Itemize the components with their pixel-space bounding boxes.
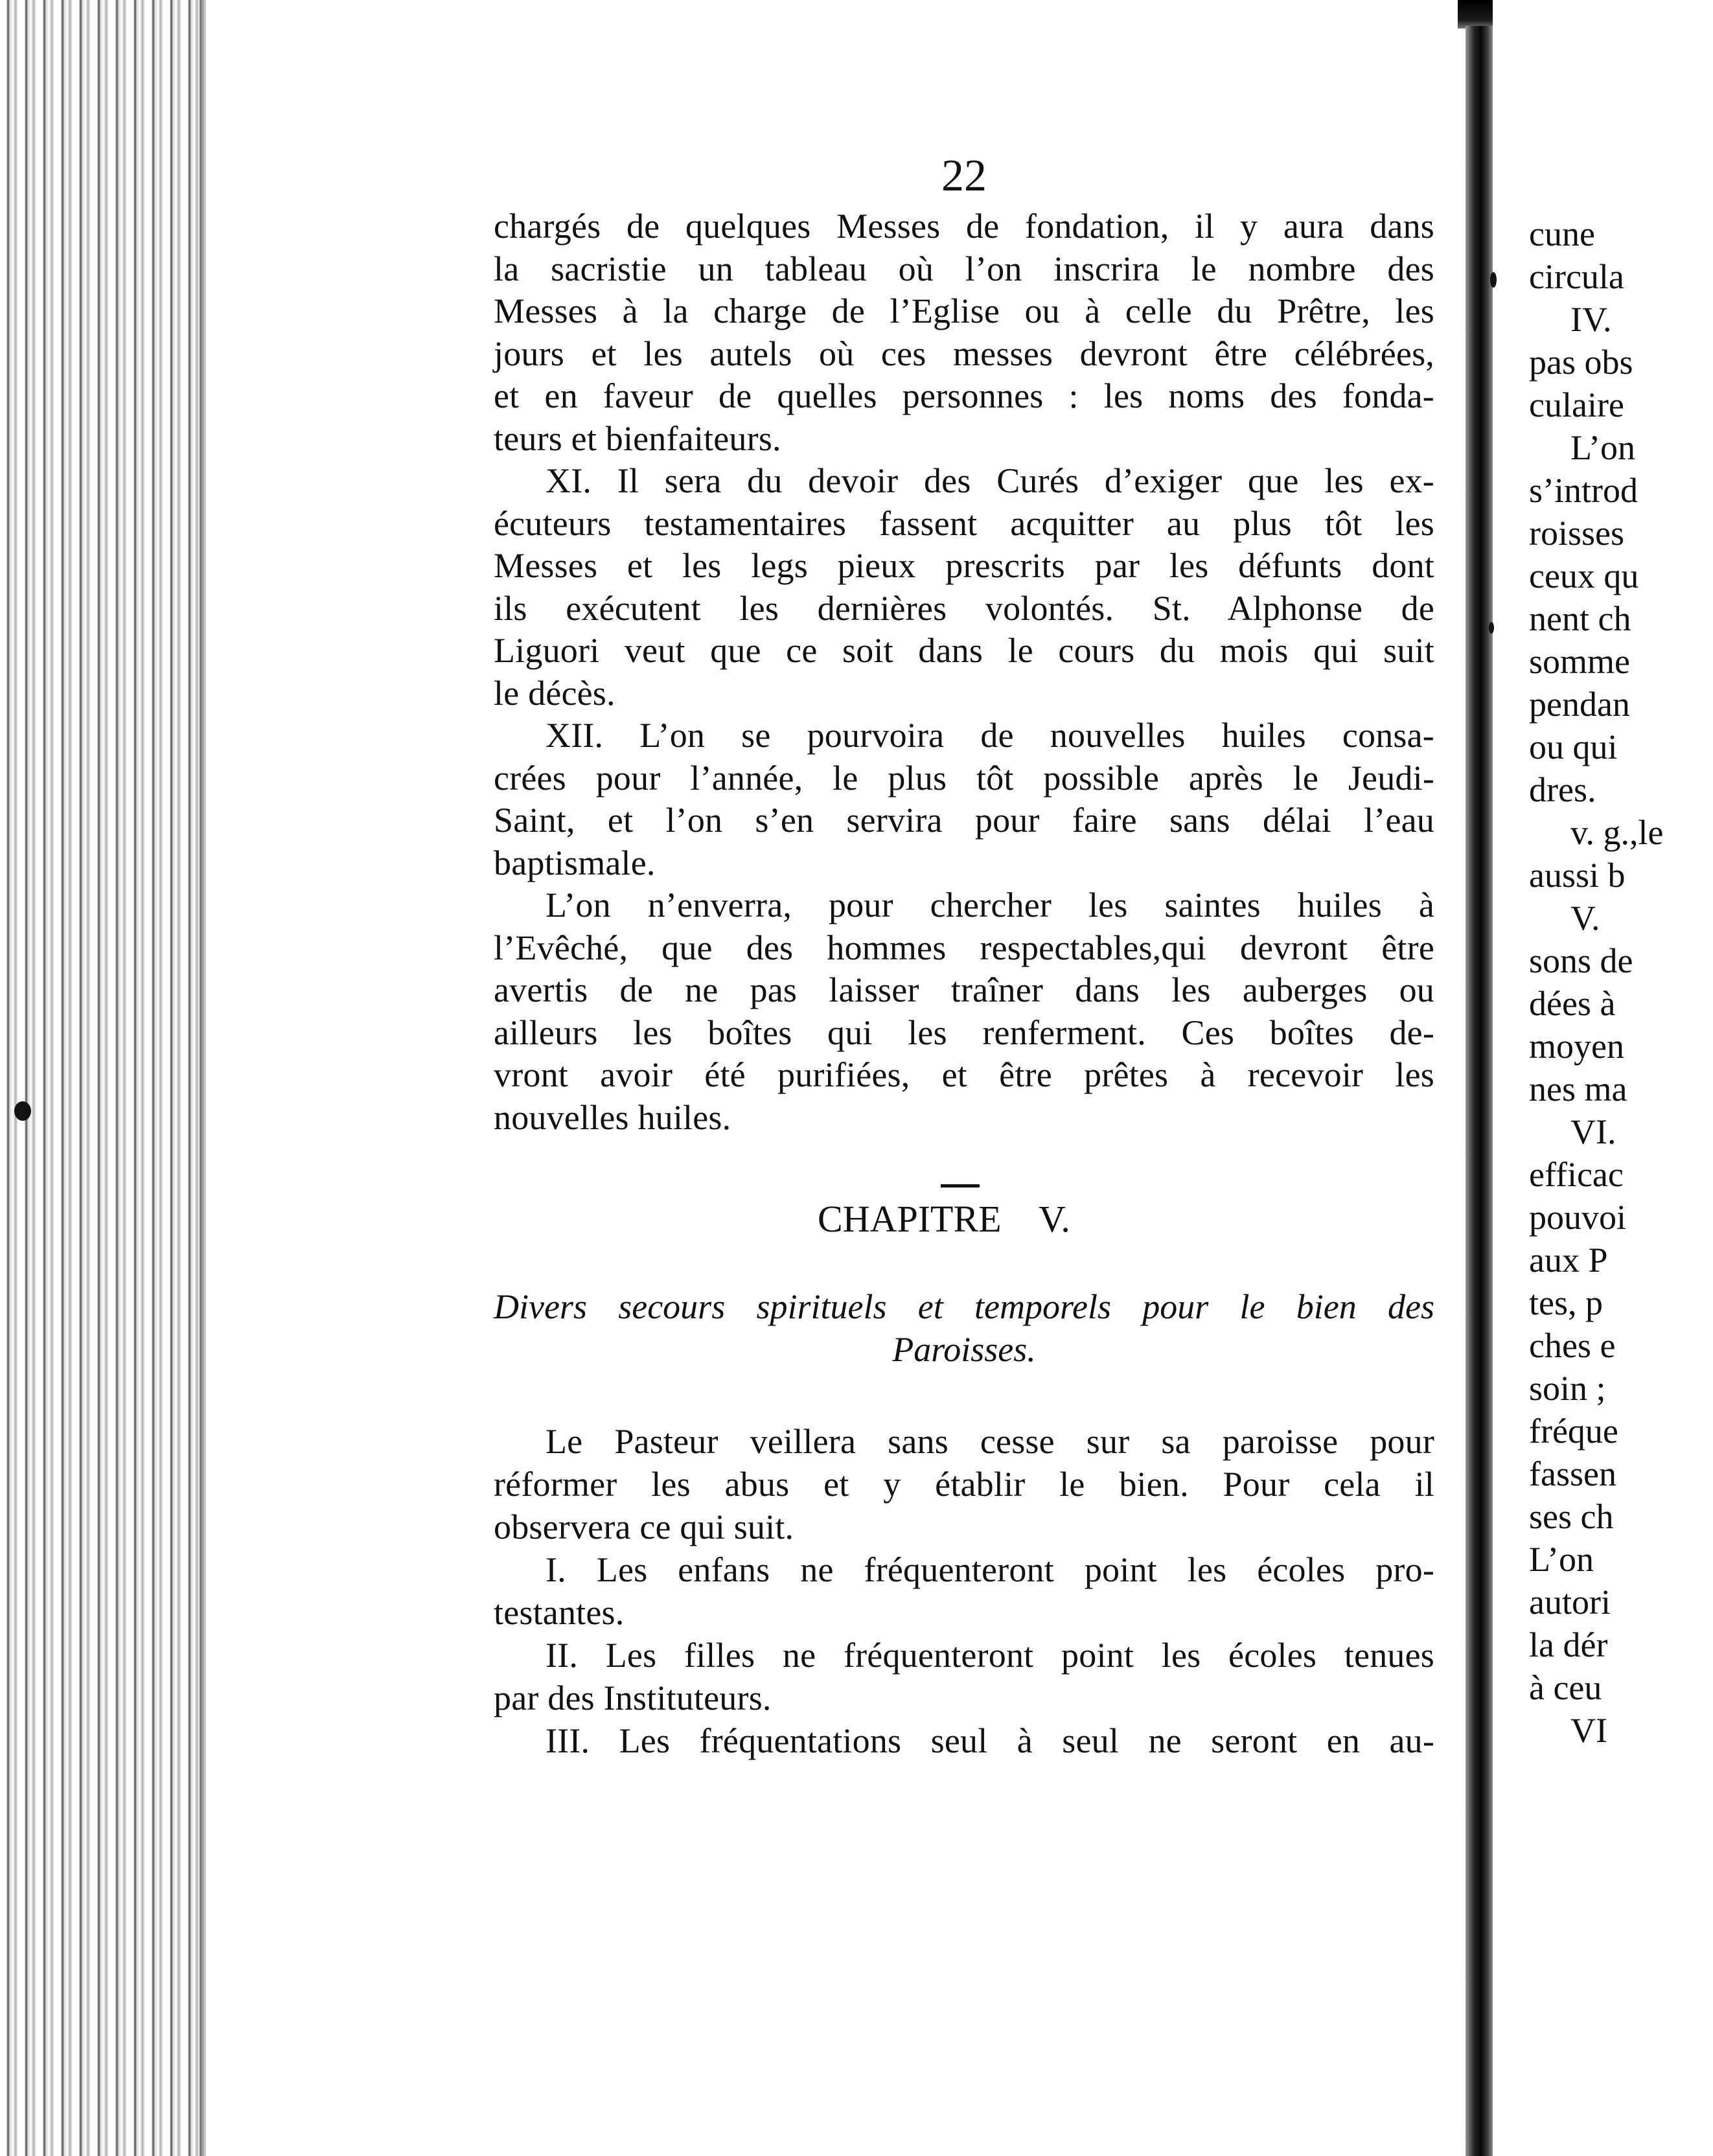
text-line: nouvelles huiles. — [494, 1097, 731, 1137]
right-page-line: autori — [1529, 1583, 1611, 1622]
right-page-line: somme — [1529, 642, 1630, 681]
text-line: l’Evêché, que des hommes respectables,qui devront être — [494, 928, 1434, 967]
right-page-line: efficac — [1529, 1155, 1624, 1194]
text-line: observera ce qui suit. — [494, 1508, 794, 1546]
text-line: vront avoir été purifiées, et être prêtes à recevoir les — [494, 1055, 1434, 1094]
text-line: XI. Il sera du devoir des Curés d’exiger que les ex- — [546, 461, 1434, 500]
text-line: et en faveur de quelles personnes : les noms des fonda- — [494, 376, 1434, 415]
text-line: II. Les filles ne fréquenteront point les écoles tenues — [546, 1636, 1434, 1675]
right-page-line: ceux qu — [1529, 556, 1639, 595]
right-page-line: aux P — [1529, 1241, 1608, 1279]
chapter-title: CHAPITRE V. — [818, 1198, 1070, 1240]
right-page-line: culaire — [1529, 385, 1624, 424]
text-line: réformer les abus et y établir le bien. Pour cela il — [494, 1465, 1434, 1504]
text-line: jours et les autels où ces messes devront être célébrées, — [494, 334, 1434, 373]
page-edges — [0, 0, 206, 2156]
right-page-line: L’on — [1529, 1540, 1594, 1579]
right-page-line: dres. — [1529, 770, 1596, 809]
right-page-line: soin ; — [1529, 1369, 1606, 1408]
ink-speck — [14, 1101, 31, 1121]
text-line: avertis de ne pas laisser traîner dans les auberges ou — [494, 970, 1434, 1009]
text-line: écuteurs testamentaires fassent acquitter au plus tôt les — [494, 503, 1434, 543]
right-page-line: pas obs — [1529, 343, 1633, 382]
right-page-line: aussi b — [1529, 856, 1626, 895]
text-line: XII. L’on se pourvoira de nouvelles huiles consa- — [546, 716, 1434, 755]
text-line: baptismale. — [494, 843, 656, 882]
ink-speck — [1490, 272, 1497, 288]
right-page-line: ches e — [1529, 1326, 1616, 1365]
text-line: crées pour l’année, le plus tôt possible après le Jeudi- — [494, 758, 1434, 797]
right-page-line: dées à — [1529, 984, 1616, 1023]
right-page-line: IV. — [1570, 300, 1612, 339]
page-number: 22 — [941, 151, 987, 201]
text-line: Liguori veut que ce soit dans le cours du mois qui suit — [494, 631, 1434, 670]
right-page-line: cune — [1529, 214, 1595, 253]
text-line: teurs et bienfaiteurs. — [494, 419, 781, 458]
right-page-line: nent ch — [1529, 599, 1631, 638]
text-line: chargés de quelques Messes de fondation, il y aura dans — [494, 207, 1434, 246]
right-page-line: sons de — [1529, 941, 1633, 980]
right-page-line: ses ch — [1529, 1497, 1614, 1536]
text-line: ils exécutent les dernières volontés. St. Alphonse de — [494, 588, 1434, 628]
right-page-line: la dér — [1529, 1625, 1608, 1664]
right-page-line: L’on — [1570, 428, 1636, 467]
text-line: Messes à la charge de l’Eglise ou à celle du Prêtre, les — [494, 292, 1434, 330]
right-page-line: fréque — [1529, 1412, 1618, 1451]
text-line: Le Pasteur veillera sans cesse sur sa paroisse pour — [546, 1422, 1434, 1461]
text-line: testantes. — [494, 1593, 625, 1632]
right-page-line: pendan — [1529, 685, 1630, 724]
right-page-line: v. g.,le — [1570, 813, 1664, 852]
text-line: le décès. — [494, 673, 615, 713]
chapter-rule — [941, 1184, 980, 1187]
right-page-line: VI. — [1570, 1112, 1616, 1151]
right-page-line: fassen — [1529, 1454, 1616, 1493]
right-page-line: s’introd — [1529, 471, 1638, 510]
text-line: Saint, et l’on s’en servira pour faire sans délai l’eau — [494, 801, 1434, 840]
ink-speck — [1489, 622, 1494, 634]
right-page-line: VI — [1570, 1711, 1607, 1750]
chapter-subtitle-line-2: Paroisses. — [892, 1330, 1036, 1369]
right-page-line: tes, p — [1529, 1283, 1603, 1322]
text-line: I. Les enfans ne fréquenteront point les écoles pro- — [546, 1550, 1434, 1589]
text-line: Messes et les legs pieux prescrits par les défunts dont — [494, 546, 1434, 585]
right-page-line: moyen — [1529, 1027, 1624, 1066]
right-page-line: circula — [1529, 257, 1624, 296]
right-page-line: nes ma — [1529, 1070, 1627, 1108]
text-line: III. Les fréquentations seul à seul ne seront en au- — [546, 1721, 1434, 1760]
text-line: par des Instituteurs. — [494, 1679, 772, 1717]
book-gutter — [1466, 26, 1493, 2156]
right-page-line: à ceu — [1529, 1668, 1602, 1707]
chapter-subtitle-line-1: Divers secours spirituels et temporels pour le bien des — [494, 1287, 1434, 1326]
text-line: ailleurs les boîtes qui les renferment. Ces boîtes de- — [494, 1013, 1434, 1052]
text-line: la sacristie un tableau où l’on inscrira le nombre des — [494, 249, 1434, 288]
right-page-line: V. — [1570, 899, 1600, 937]
right-page-line: ou qui — [1529, 728, 1618, 766]
right-page-line: pouvoi — [1529, 1198, 1627, 1237]
right-page-line: roisses — [1529, 514, 1624, 553]
text-line: L’on n’enverra, pour chercher les saintes huiles à — [546, 886, 1434, 924]
